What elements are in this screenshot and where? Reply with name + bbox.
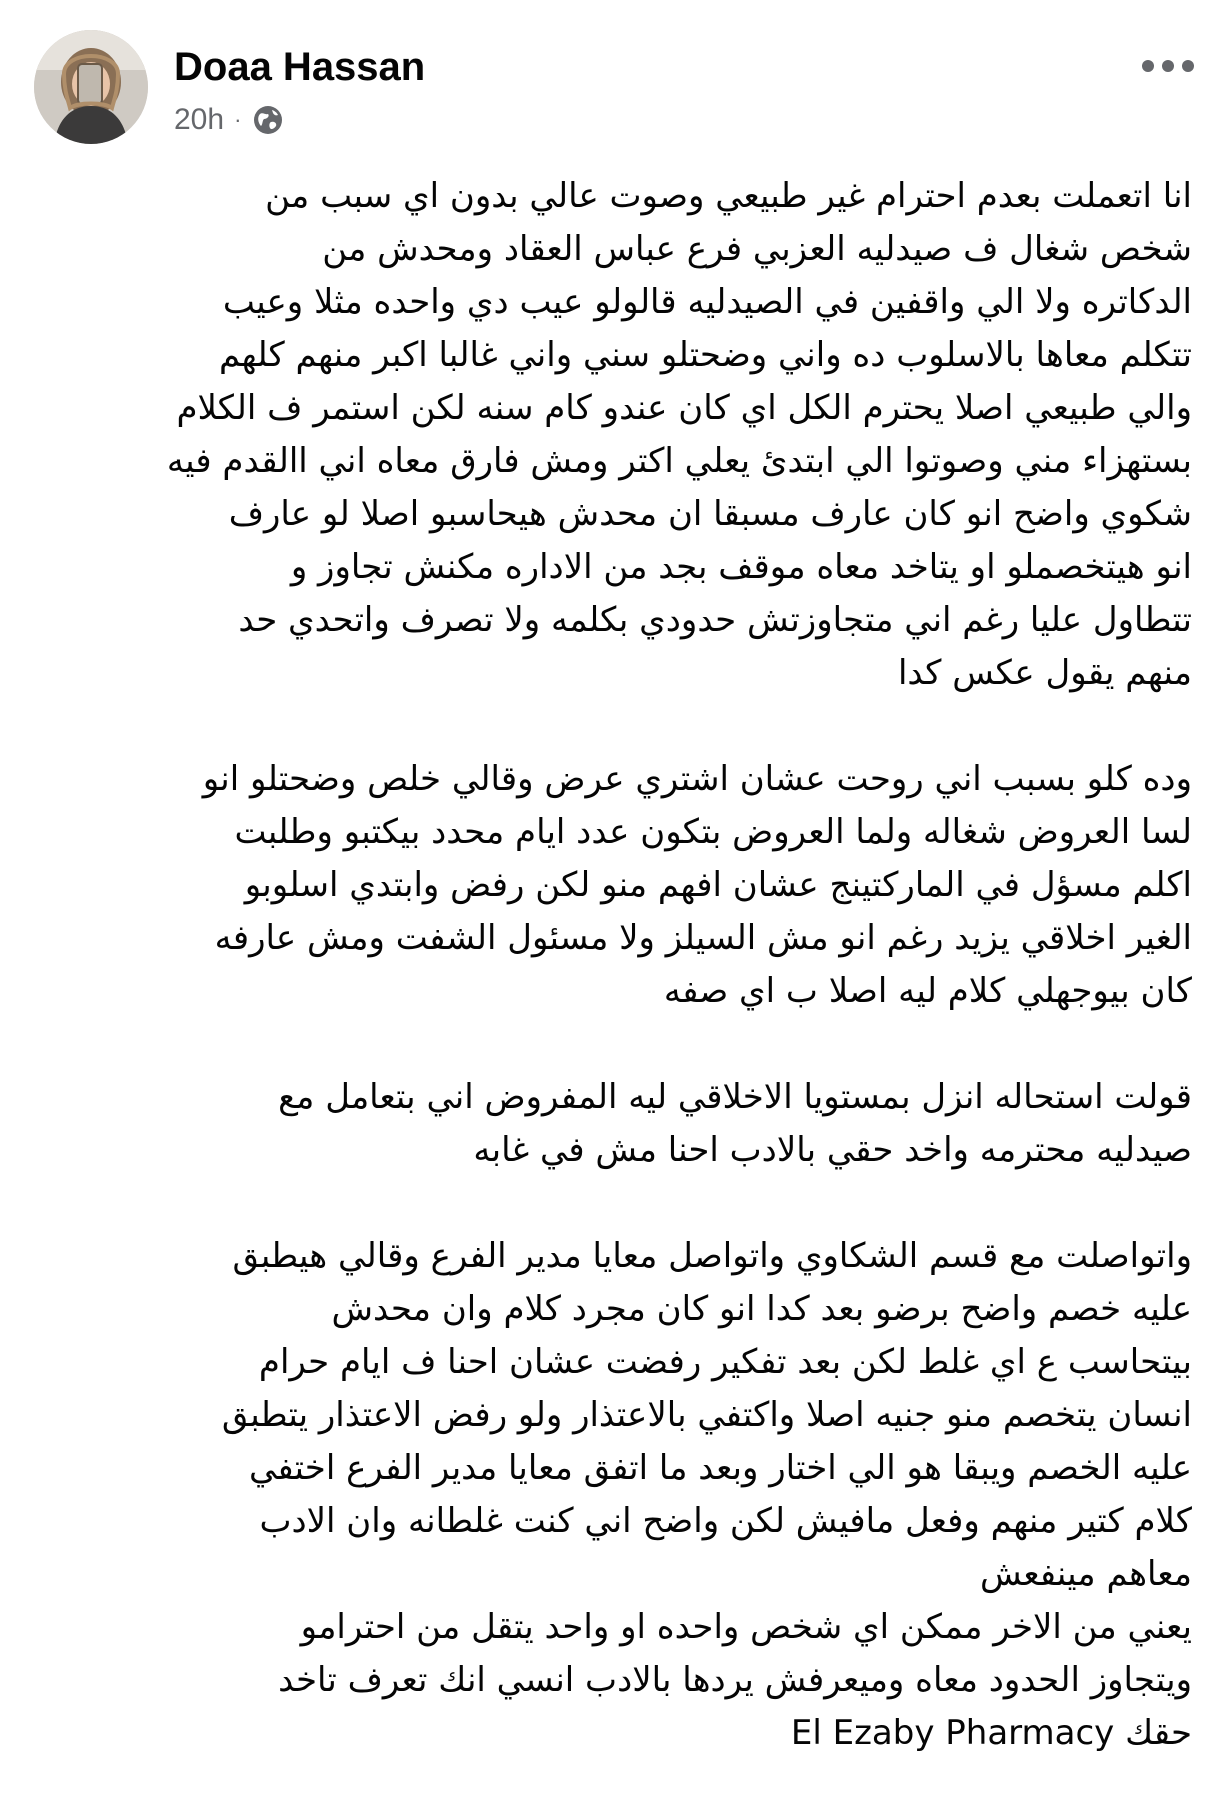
text-line: قولت استحاله انزل بمستويا الاخلاقي ليه المفروض اني بتعامل مع	[278, 1077, 1192, 1117]
text-line: وده كلو بسبب اني روحت عشان اشتري عرض وقالي خلص وضحتلو انو	[202, 759, 1192, 799]
post-text	[40, 170, 1192, 1760]
text-line: انا اتعملت بعدم احترام غير طبيعي وصوت عالي بدون اي سبب من	[265, 176, 1192, 216]
post-paragraph	[40, 1230, 1192, 1760]
text-line: كان بيوجهلي كلام ليه اصلا ب اي صفه	[663, 971, 1192, 1011]
text-line: عليه خصم واضح برضو بعد كدا انو كان مجرد كلام وان محدش	[331, 1289, 1192, 1329]
text-line: عليه الخصم ويبقا هو الي اختار وبعد ما اتفق معايا مدير الفرع اختفي	[249, 1448, 1192, 1488]
text-line: شخص شغال ف صيدليه العزبي فرع عباس العقاد ومحدش من	[322, 229, 1192, 269]
more-horizontal-icon	[1140, 59, 1196, 73]
text-line: بستهزاء مني وصوتوا الي ابتدئ يعلي اكتر ومش فارق معاه اني االقدم فيه	[166, 441, 1192, 481]
text-line: والي طبيعي اصلا يحترم الكل اي كان عندو كام سنه لكن استمر ف الكلام	[176, 388, 1192, 428]
text-line: تتطاول عليا رغم اني متجاوزتش حدودي بكلمه ولا تصرف واتحدي حد	[238, 600, 1192, 640]
text-line: الدكاتره ولا الي واقفين في الصيدليه قالولو عيب دي واحده مثلا وعيب	[222, 282, 1192, 322]
text-line: صيدليه محترمه واخد حقي بالادب احنا مش في غابه	[473, 1130, 1192, 1170]
text-line: معاهم مينفعش	[979, 1554, 1192, 1594]
post-header	[34, 30, 1198, 150]
text-line: انو هيتخصملو او يتاخد معاه موقف بجد من الاداره مكنش تجاوز و	[290, 547, 1192, 587]
post-paragraph	[40, 170, 1192, 700]
meta-separator: ·	[234, 107, 242, 132]
post-paragraph	[40, 1071, 1192, 1177]
post-paragraph	[40, 753, 1192, 1018]
text-line: شكوي واضح انو كان عارف مسبقا ان محدش هيحاسبو اصلا لو عارف	[228, 494, 1192, 534]
avatar-image	[34, 30, 148, 144]
more-options-button[interactable]	[1138, 44, 1198, 88]
author-name[interactable]: Doaa Hassan	[174, 45, 426, 89]
text-line: انسان يتخصم منو جنيه اصلا واكتفي بالاعتذار ولو رفض الاعتذار يتطبق	[221, 1395, 1192, 1435]
text-line: يعني من الاخر ممكن اي شخص واحده او واحد يتقل من احترامو	[300, 1607, 1192, 1647]
post-time[interactable]: 20h	[174, 103, 225, 136]
avatar[interactable]	[34, 30, 148, 144]
text-line: منهم يقول عكس كدا	[897, 653, 1192, 693]
text-line: اكلم مسؤل في الماركتينج عشان افهم منو لكن رفض وابتدي اسلوبو	[244, 865, 1192, 905]
text-line: ويتجاوز الحدود معاه وميعرفش يردها بالادب انسي انك تعرف تاخد	[278, 1660, 1192, 1700]
text-line: لسا العروض شغاله ولما العروض بتكون عدد ايام محدد بيكتبو وطلبت	[234, 812, 1192, 852]
globe-icon[interactable]	[251, 103, 285, 137]
text-line: بيتحاسب ع اي غلط لكن بعد تفكير رفضت عشان احنا ف ايام حرام	[258, 1342, 1192, 1382]
text-line: كلام كتير منهم وفعل مافيش لكن واضح اني كنت غلطانه وان الادب	[259, 1501, 1192, 1541]
text-line: حقك El Ezaby Pharmacy	[790, 1713, 1192, 1753]
text-line: واتواصلت مع قسم الشكاوي واتواصل معايا مدير الفرع وقالي هيطبق	[232, 1236, 1192, 1276]
text-line: تتكلم معاها بالاسلوب ده واني وضحتلو سني واني غالبا اكبر منهم كلهم	[218, 335, 1192, 375]
post-meta	[174, 100, 285, 140]
text-line: الغير اخلاقي يزيد رغم انو مش السيلز ولا مسئول الشفت ومش عارفه	[214, 918, 1192, 958]
